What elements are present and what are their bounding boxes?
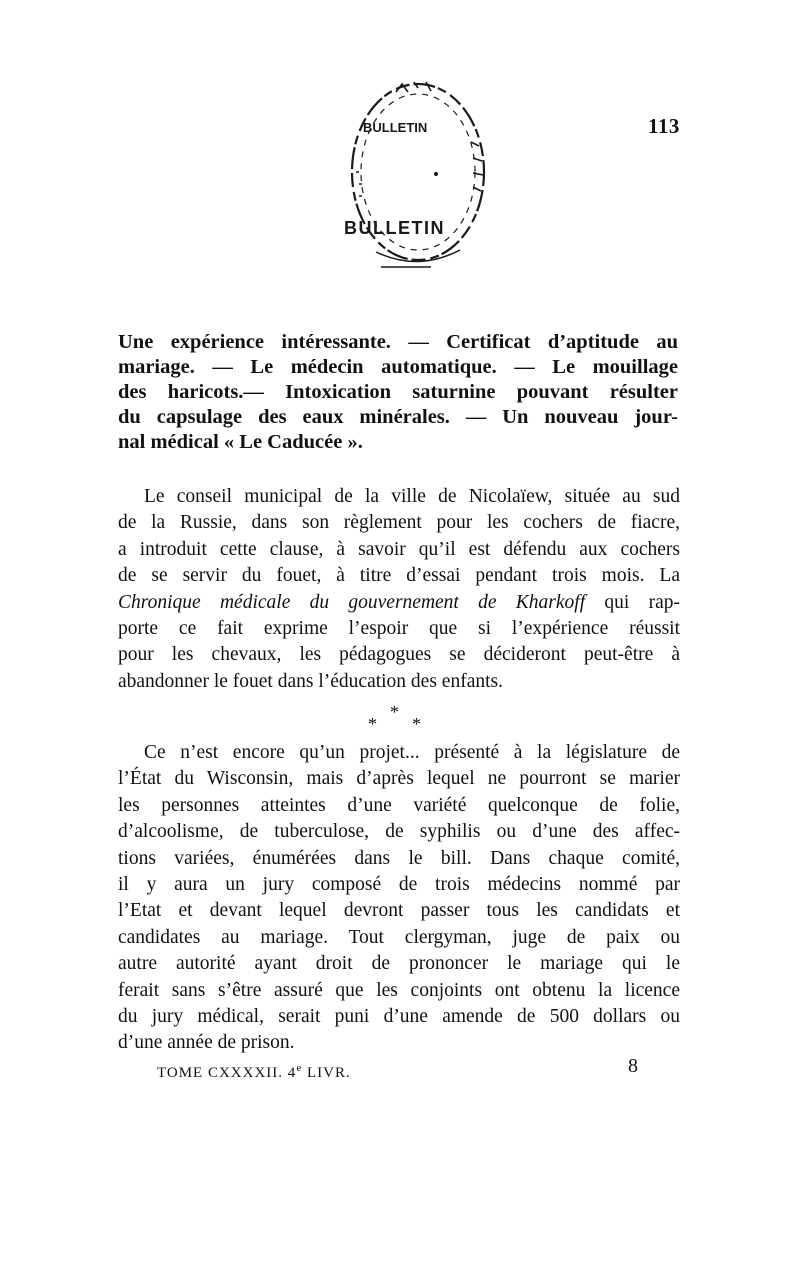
journal-title: Chronique médicale du gouvernement de Kharkoff (118, 591, 586, 613)
paragraph-line: autre autorité ayant droit de prononcer le mariage qui le (118, 953, 680, 975)
paragraph-line (118, 590, 680, 616)
paragraph-line: Le conseil municipal de la ville de Nicolaïew, située au sud (144, 486, 680, 507)
asterism-separator (360, 702, 430, 736)
summary-line: nal médical « Le Caducée ». (118, 431, 363, 453)
paragraph-line-tail: qui rap- (585, 591, 680, 613)
paragraph-line: l’Etat et devant lequel devront passer tous les candidats et (118, 900, 680, 922)
paragraph-line: tions variées, énumérées dans le bill. Dans chaque comité, (118, 847, 680, 869)
summary-line: mariage. — Le médecin automatique. — Le mouillage (118, 356, 678, 378)
signature-prefix: TOME CXXXXII. 4 (157, 1065, 297, 1081)
paragraph-line: d’une année de prison. (118, 1032, 295, 1054)
summary-line: Une expérience intéressante. — Certificat d’aptitude au (118, 331, 678, 353)
paragraph-line: pour les chevaux, les pédagogues se décideront peut-être à (118, 644, 680, 666)
asterism-star: * (390, 702, 399, 722)
paragraph-line: du jury médical, serait puni d’une amende de 500 dollars ou (118, 1006, 680, 1028)
paragraph-line: a introduit cette clause, à savoir qu’il est défendu aux cochers (118, 538, 680, 560)
stamp-text-top: BULLETIN (363, 120, 428, 135)
stamp-text-bottom: BULLETIN (344, 218, 445, 238)
paragraph-line: de la Russie, dans son règlement pour les cochers de fiacre, (118, 512, 680, 534)
signature-suffix: LIVR. (302, 1065, 351, 1081)
paragraph-line: d’alcoolisme, de tuberculose, de syphilis ou d’une des affec- (118, 821, 680, 843)
asterism-star: * (412, 714, 421, 734)
paragraph-line: porte ce fait exprime l’espoir que si l’expérience réussit (118, 618, 680, 640)
summary-line: des haricots.— Intoxication saturnine pouvant résulter (118, 381, 678, 403)
paragraph-wisconsin (118, 740, 680, 1057)
page-number: 113 (648, 114, 680, 138)
paragraph-line: de se servir du fouet, à titre d’essai pendant trois mois. La (118, 565, 680, 587)
paragraph-line: il y aura un jury composé de trois médecins nommé par (118, 874, 680, 896)
paragraph-line: ferait sans s’être assuré que les conjoints ont obtenu la licence (118, 979, 680, 1001)
library-stamp (336, 62, 496, 277)
paragraph-line: abandonner le fouet dans l’éducation des enfants. (118, 670, 503, 692)
sheet-number: 8 (628, 1055, 638, 1077)
paragraph-line: les personnes atteintes d’une variété quelconque de folie, (118, 794, 680, 816)
signature-sup: e (296, 1062, 303, 1074)
paragraph-line: l’État du Wisconsin, mais d’après lequel ne pourront se marier (118, 768, 680, 790)
paragraph-nicolaiew (118, 484, 680, 695)
volume-signature (157, 1062, 351, 1082)
article-summary (118, 330, 678, 455)
asterism-star: * (368, 714, 377, 734)
paragraph-line: Ce n’est encore qu’un projet... présenté à la législature de (144, 742, 680, 763)
summary-line: du capsulage des eaux minérales. — Un nouveau jour- (118, 406, 678, 428)
paragraph-line: candidates au mariage. Tout clergyman, juge de paix ou (118, 926, 680, 948)
